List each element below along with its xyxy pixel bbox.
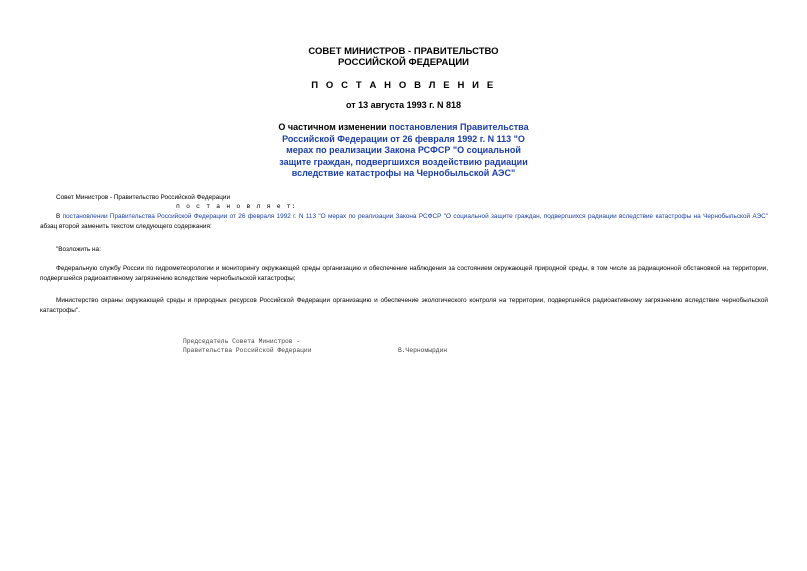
amended-decree-link[interactable]: постановлении Правительства Российской Федерации от 26 февраля 1992 г. N 113 "О мерах по реализации Закона РСФСР "О социальной защите граждан, подвергшихся радиации вследствие катастрофы на Чернобыльской АЭС" (62, 213, 768, 220)
vozlozhit-paragraph (40, 245, 768, 255)
intro-text: Совет Министров - Правительство Российской Федерации (56, 194, 231, 201)
signatory-position (183, 337, 311, 355)
position-line-2: Правительства Российской Федерации (183, 347, 312, 354)
main-paragraph (40, 212, 768, 232)
intro-paragraph (40, 193, 768, 203)
ministry-paragraph (40, 296, 768, 316)
signatory-name: В.Черномырдин (398, 347, 448, 354)
organization-name (0, 46, 807, 68)
org-line-1: СОВЕТ МИНИСТРОВ - ПРАВИТЕЛЬСТВО (308, 46, 499, 57)
ministry-text: Министерство охраны окружающей среды и природных ресурсов Российской Федерации организацию и обеспечение экологического контроля на территории, подвергшейся радиоактивному загрязнению вследствие чернобыльской катастрофы". (40, 297, 768, 314)
main-prefix: В (56, 213, 63, 220)
document-title (277, 122, 530, 180)
org-line-2: РОССИЙСКОЙ ФЕДЕРАЦИИ (337, 57, 469, 68)
main-suffix: абзац второй заменить текстом следующего содержания: (40, 223, 212, 230)
vozlozhit-text: "Возложить на: (56, 246, 101, 253)
federal-service-paragraph (40, 264, 768, 284)
title-decree-link[interactable]: постановления Правительства Российской Федерации от 26 февраля 1992 г. N 113 "О мерах по реализации Закона РСФСР "О социальной защите граждан, подвергшихся воздействию радиации вследствие катастрофы на Чернобыльской АЭС" (279, 122, 529, 178)
title-prefix: О частичном изменении (278, 122, 390, 132)
document-date: от 13 августа 1993 г. N 818 (345, 100, 462, 110)
decree-word: п о с т а н о в л я е т: (176, 203, 297, 210)
federal-service-text: Федеральную службу России по гидрометеорологии и мониторингу окружающей среды организацию и обеспечение наблюдения за состоянием окружающей природной среды, в том числе за радиационной обстановкой на территории, подвергшейся радиоактивному загрязнению вследствие чернобыльской катастрофы; (40, 265, 768, 282)
document-type: П О С Т А Н О В Л Е Н И Е (311, 80, 496, 91)
position-line-1: Председатель Совета Министров - (183, 338, 301, 345)
